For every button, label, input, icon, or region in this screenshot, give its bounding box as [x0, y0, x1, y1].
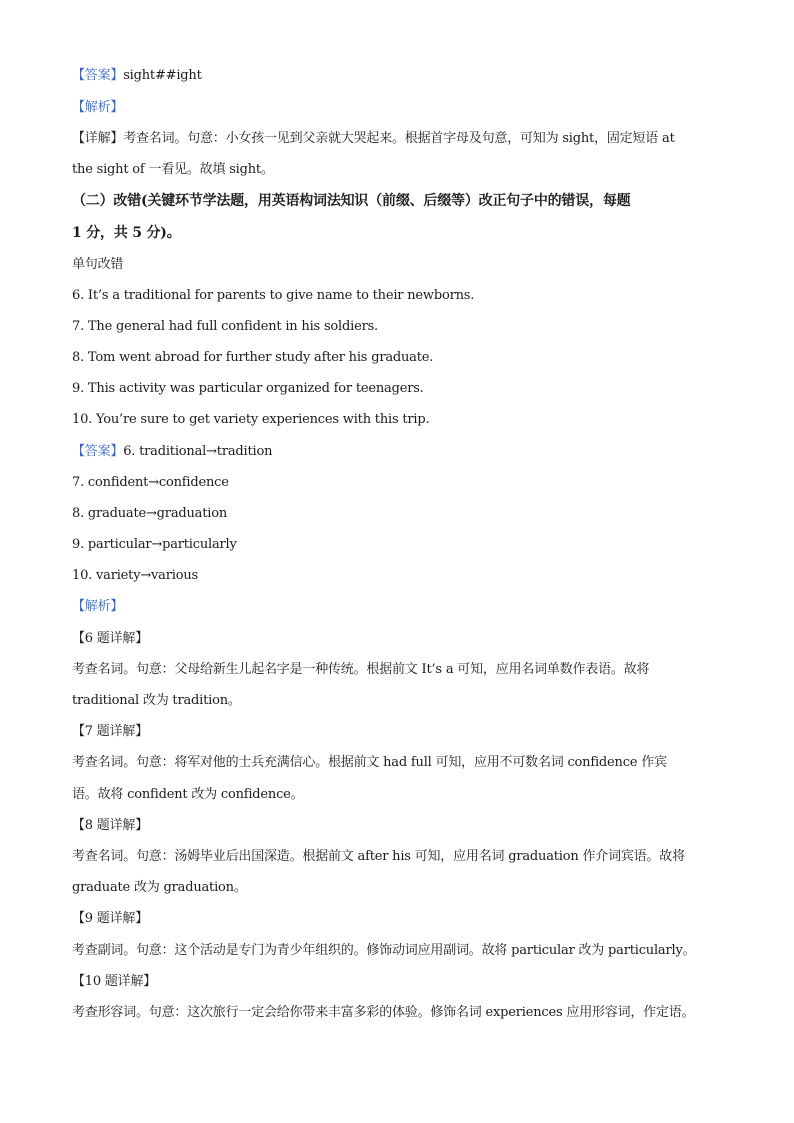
detail-8-cont: graduate 改为 graduation。: [72, 880, 247, 895]
answer-line-2: [72, 443, 272, 461]
answer-tag: 【答案】: [72, 68, 124, 83]
analysis-tag-2: 【解析】: [72, 599, 124, 614]
detail-10: 考查形容词。句意：这次旅行一定会给你带来丰富多彩的体验。修饰名词 experiences 应用形容词，作定语。: [72, 1005, 695, 1020]
answer-8: 8. graduate→graduation: [72, 506, 227, 521]
answer-text: sight##ight: [123, 68, 202, 83]
question-8: 8. Tom went abroad for further study after his graduate.: [72, 350, 434, 365]
detail-heading-6: 【6 题详解】: [72, 631, 149, 646]
detail-8: 考查名词。句意：汤姆毕业后出国深造。根据前文 after his 可知，应用名词 graduation 作介词宾语。故将: [72, 849, 685, 864]
detail-7: 考查名词。句意：将军对他的士兵充满信心。根据前文 had full 可知，应用不可数名词 confidence 作宾: [72, 755, 667, 770]
detail-9: 考查副词。句意：这个活动是专门为青少年组织的。修饰动词应用副词。故将 particular 改为 particularly。: [72, 943, 696, 958]
answer-9: 9. particular→particularly: [72, 537, 237, 552]
answer-line: [72, 67, 202, 85]
subsection-title: 单句改错: [72, 257, 124, 272]
detail-7-cont: 语。故将 confident 改为 confidence。: [72, 787, 304, 802]
section-heading-2: 1 分，共 5 分)。: [72, 225, 181, 241]
detail-heading-7: 【7 题详解】: [72, 724, 149, 739]
answer-10: 10. variety→various: [72, 568, 198, 583]
question-6: 6. It’s a traditional for parents to give name to their newborns.: [72, 288, 475, 303]
detail-line: 【详解】考查名词。句意：小女孩一见到父亲就大哭起来。根据首字母及句意，可知为 sight，固定短语 at: [72, 131, 675, 146]
question-10: 10. You’re sure to get variety experiences with this trip.: [72, 412, 430, 427]
detail-heading-8: 【8 题详解】: [72, 818, 149, 833]
detail-heading-9: 【9 题详解】: [72, 911, 149, 926]
detail-line-2: the sight of 一看见。故填 sight。: [72, 162, 274, 177]
detail-6: 考查名词。句意：父母给新生儿起名字是一种传统。根据前文 It’s a 可知，应用名词单数作表语。故将: [72, 662, 650, 677]
question-7: 7. The general had full confident in his soldiers.: [72, 319, 378, 334]
question-9: 9. This activity was particular organized for teenagers.: [72, 381, 424, 396]
section-heading: （二）改错(关键环节学法题，用英语构词法知识（前缀、后缀等）改正句子中的错误，每题: [72, 193, 631, 209]
answer-tag-2: 【答案】: [72, 444, 124, 459]
answer-7: 7. confident→confidence: [72, 475, 229, 490]
answer-6: 6. traditional→tradition: [123, 444, 273, 459]
analysis-tag: 【解析】: [72, 100, 124, 115]
detail-6-cont: traditional 改为 tradition。: [72, 693, 241, 708]
detail-heading-10: 【10 题详解】: [72, 974, 157, 989]
